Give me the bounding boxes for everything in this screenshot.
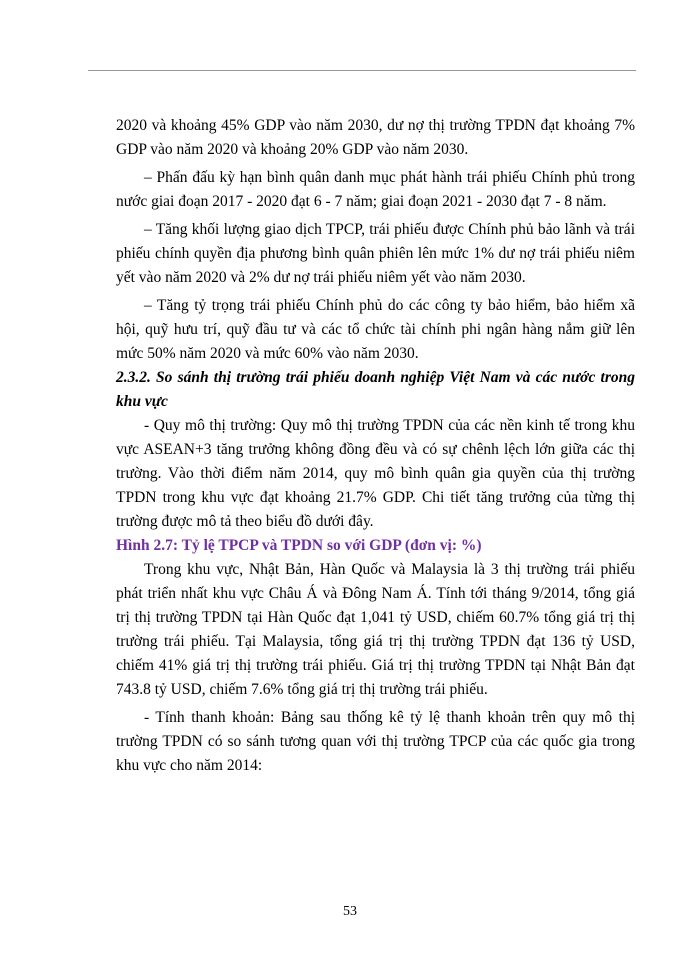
paragraph-trading-volume: – Tăng khối lượng giao dịch TPCP, trái phiếu được Chính phủ bảo lãnh và trái phiếu chính quyền địa phương bình quân phiên lên mức 1% dư nợ trái phiếu niêm yết vào năm 2020 và 2% dư nợ trái phiếu niêm yết vào năm 2030. (116, 221, 635, 286)
page-number: 53 (343, 904, 357, 919)
paragraph-continuation: 2020 và khoảng 45% GDP vào năm 2030, dư nợ thị trường TPDN đạt khoảng 7% GDP vào năm 2020 và khoảng 20% GDP vào năm 2030. (116, 117, 635, 158)
figure-caption: Hình 2.7: Tỷ lệ TPCP và TPDN so với GDP (đơn vị: %) (116, 537, 482, 554)
header-rule (88, 70, 636, 71)
paragraph-regional-markets: Trong khu vực, Nhật Bản, Hàn Quốc và Malaysia là 3 thị trường trái phiếu phát triển nhất khu vực Châu Á và Đông Nam Á. Tính tới tháng 9/2014, tổng giá trị thị trường TPDN tại Hàn Quốc đạt 1,041 tỷ USD, chiếm 60.7% tổng giá trị thị trường trái phiếu. Tại Malaysia, tổng giá trị thị trường TPDN đạt 136 tỷ USD, chiếm 41% giá trị thị trường trái phiếu. Giá trị thị trường TPDN tại Nhật Bản đạt 743.8 tỷ USD, chiếm 7.6% tổng giá trị thị trường trái phiếu. (116, 561, 635, 698)
page-content (116, 114, 635, 778)
paragraph-liquidity: - Tính thanh khoản: Bảng sau thống kê tỷ lệ thanh khoản trên quy mô thị trường TPDN có so sánh tương quan với thị trường TPCP của các quốc gia trong khu vực cho năm 2014: (116, 709, 635, 774)
paragraph-bond-term: – Phấn đấu kỳ hạn bình quân danh mục phát hành trái phiếu Chính phủ trong nước giai đoạn 2017 - 2020 đạt 6 - 7 năm; giai đoạn 2021 - 2030 đạt 7 - 8 năm. (116, 169, 635, 210)
paragraph-market-size: - Quy mô thị trường: Quy mô thị trường TPDN của các nền kinh tế trong khu vực ASEAN+3 tăng trưởng không đồng đều và có sự chênh lệch lớn giữa các thị trường. Vào thời điểm năm 2014, quy mô bình quân gia quyền của thị trường TPDN trong khu vực đạt khoảng 21.7% GDP. Chi tiết tăng trưởng của từng thị trường được mô tả theo biểu đồ dưới đây. (116, 417, 635, 530)
paragraph-holder-share: – Tăng tỷ trọng trái phiếu Chính phủ do các công ty bảo hiểm, bảo hiểm xã hội, quỹ hưu trí, quỹ đầu tư và các tổ chức tài chính phi ngân hàng nắm giữ lên mức 50% năm 2020 và mức 60% vào năm 2030. (116, 297, 635, 362)
section-heading: 2.3.2. So sánh thị trường trái phiếu doanh nghiệp Việt Nam và các nước trong khu vực (116, 369, 635, 410)
